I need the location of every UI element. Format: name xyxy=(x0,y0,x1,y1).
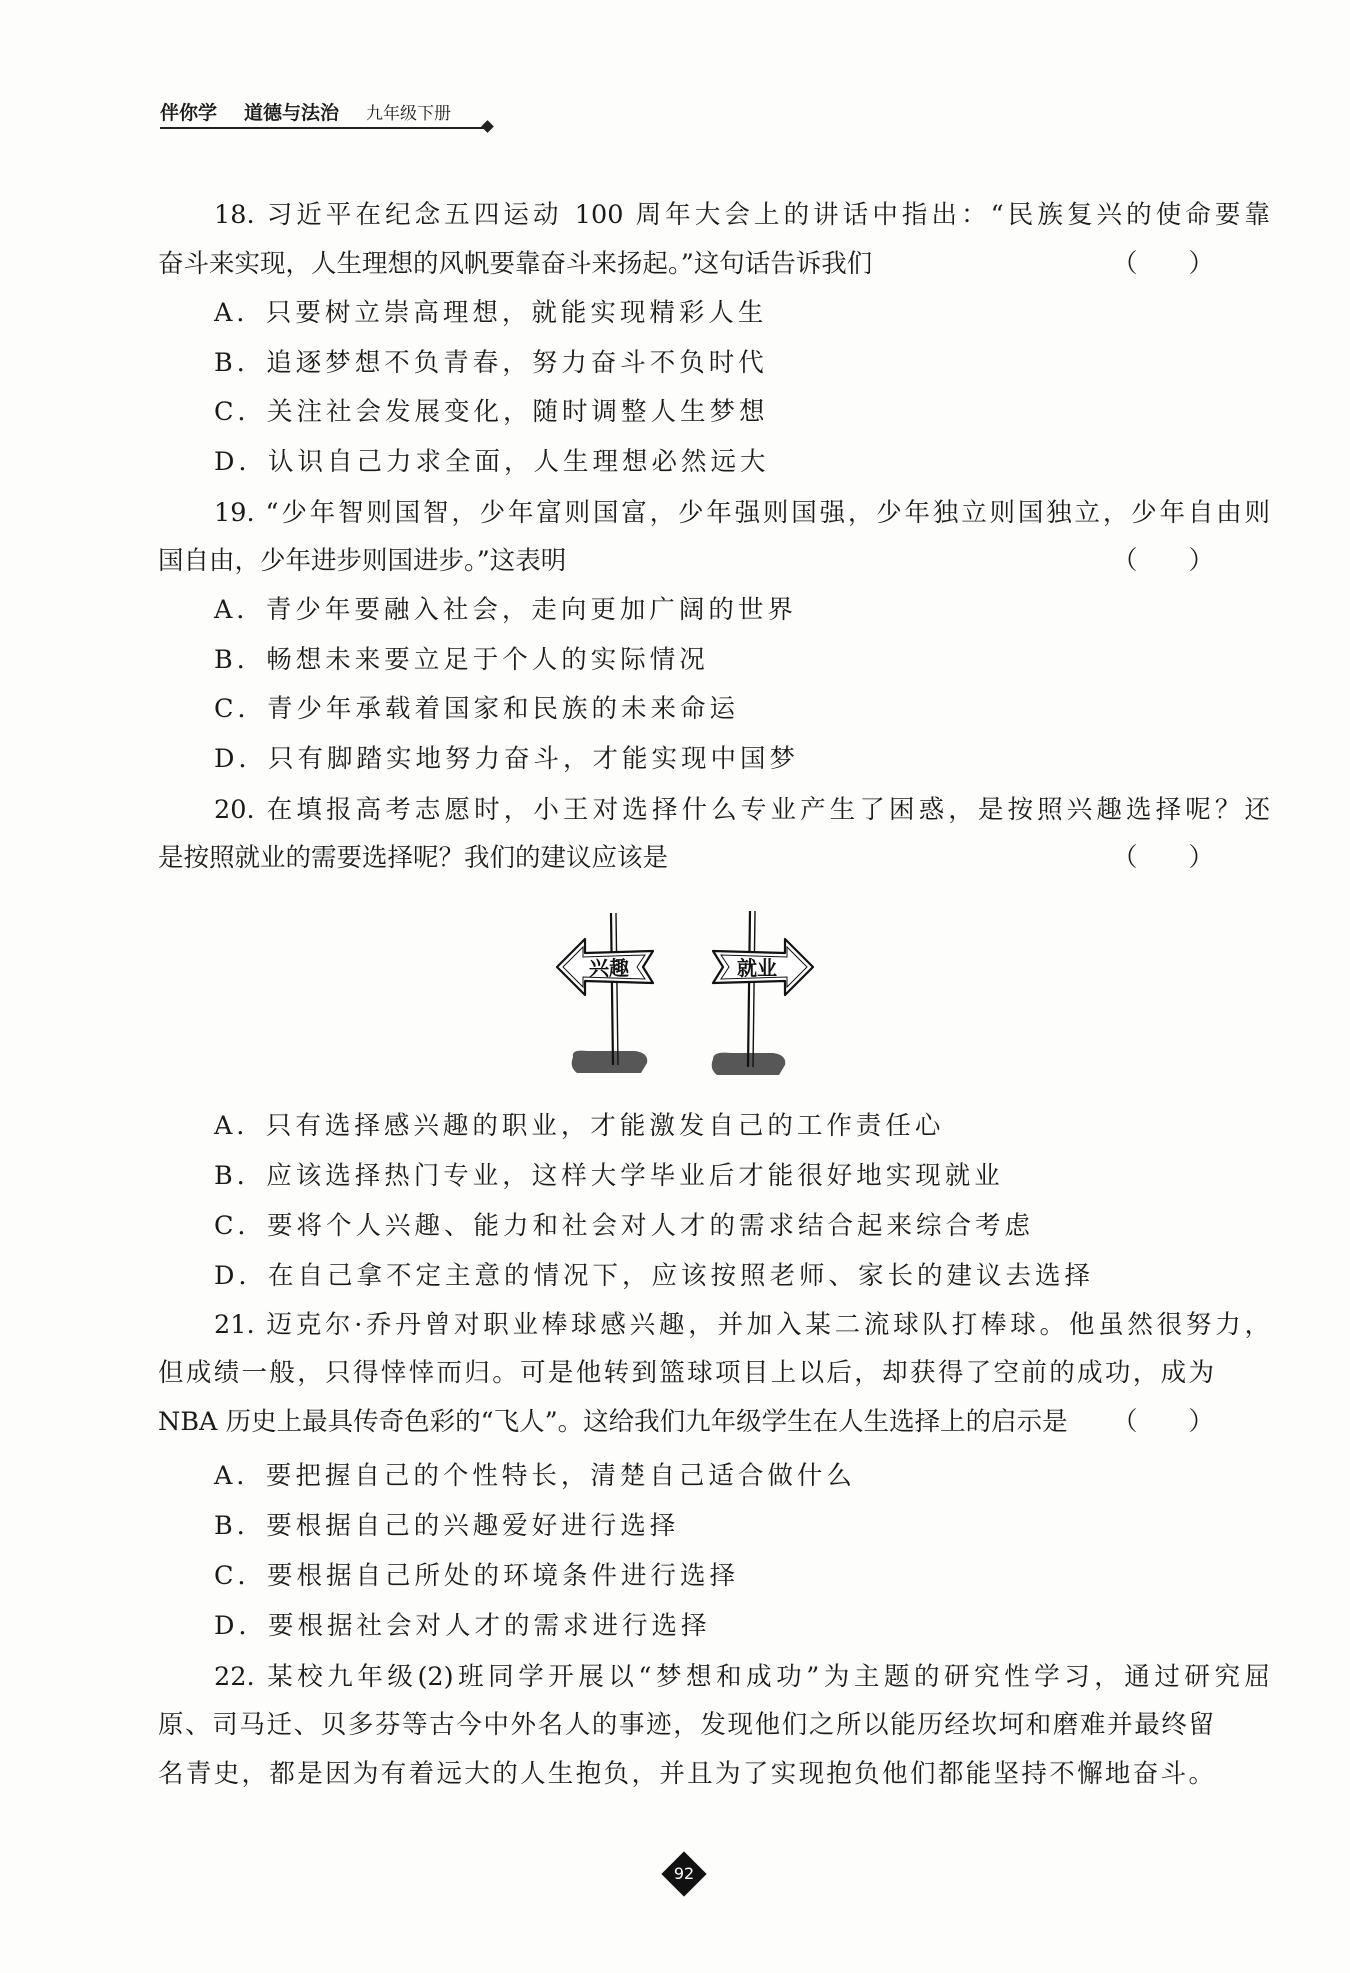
q18-answer-blank[interactable]: （ ） xyxy=(1111,249,1214,279)
right-post xyxy=(748,911,750,1067)
q20-stem-text: 是按照就业的需要选择呢？我们的建议应该是 xyxy=(158,843,669,873)
signpost-illustration xyxy=(535,905,835,1085)
q18-stem-line-1: 18. 习近平在纪念五四运动 100 周年大会上的讲话中指出：“民族复兴的使命要靠 xyxy=(214,200,1270,230)
q18-option-c: C．关注社会发展变化，随时调整人生梦想 xyxy=(214,397,769,427)
q20-option-d: D．在自己拿不定主意的情况下，应该按照老师、家长的建议去选择 xyxy=(214,1261,1094,1291)
q20-stem-line-1: 20. 在填报高考志愿时，小王对选择什么专业产生了困惑，是按照兴趣选择呢？还 xyxy=(214,795,1270,825)
header-diamond-icon xyxy=(481,120,494,133)
q20-option-c: C．要将个人兴趣、能力和社会对人才的需求结合起来综合考虑 xyxy=(214,1211,1035,1241)
q22-stem-line-1: 22. 某校九年级(2)班同学开展以“梦想和成功”为主题的研究性学习，通过研究屈 xyxy=(214,1662,1270,1692)
q22-stem-line-3: 名青史，都是因为有着远大的人生抱负，并且为了实现抱负他们都能坚持不懈地奋斗。 xyxy=(158,1759,1214,1789)
q21-stem-line-2: 但成绩一般，只得悻悻而归。可是他转到篮球项目上以后，却获得了空前的成功，成为 xyxy=(158,1358,1214,1388)
book-brand: 伴你学 xyxy=(160,102,218,124)
q19-option-b: B．畅想未来要立足于个人的实际情况 xyxy=(214,645,709,675)
q19-answer-blank[interactable]: （ ） xyxy=(1111,546,1214,576)
q21-option-c: C．要根据自己所处的环境条件进行选择 xyxy=(214,1561,740,1591)
q18-stem-line-2 xyxy=(158,244,1214,284)
q21-stem-line-3 xyxy=(158,1402,1214,1442)
q19-stem-text: 国自由，少年进步则国进步。”这表明 xyxy=(158,546,567,576)
q19-stem-line-1: 19. “少年智则国智，少年富则国富，少年强则国强，少年独立则国独立，少年自由则 xyxy=(214,498,1270,528)
q18-option-b: B．追逐梦想不负青春，努力奋斗不负时代 xyxy=(214,348,768,378)
header-rule xyxy=(160,127,486,129)
q21-stem-text: NBA 历史上最具传奇色彩的“飞人”。这给我们九年级学生在人生选择上的启示是 xyxy=(158,1407,1068,1437)
left-ground-shadow xyxy=(572,1051,648,1073)
left-sign-label: 兴趣 xyxy=(589,956,629,980)
q18-stem-text: 奋斗来实现，人生理想的风帆要靠奋斗来扬起。”这句话告诉我们 xyxy=(158,249,873,279)
q20-option-b: B．应该选择热门专业，这样大学毕业后才能很好地实现就业 xyxy=(214,1161,1004,1191)
page-number: 92 xyxy=(673,1864,695,1883)
q20-answer-blank[interactable]: （ ） xyxy=(1111,843,1214,873)
subject-title: 道德与法治 xyxy=(244,102,340,124)
q19-option-a: A．青少年要融入社会，走向更加广阔的世界 xyxy=(214,595,797,625)
left-post xyxy=(611,913,613,1065)
q20-stem-line-2 xyxy=(158,838,1214,878)
grade-label: 九年级下册 xyxy=(366,104,451,124)
q19-stem-line-2 xyxy=(158,541,1214,581)
q18-option-a: A．只要树立崇高理想，就能实现精彩人生 xyxy=(214,298,768,328)
q21-option-b: B．要根据自己的兴趣爱好进行选择 xyxy=(214,1511,680,1541)
q18-option-d: D．认识自己力求全面，人生理想必然远大 xyxy=(214,447,770,477)
q21-answer-blank[interactable]: （ ） xyxy=(1111,1407,1214,1437)
q19-option-c: C．青少年承载着国家和民族的未来命运 xyxy=(214,694,740,724)
q19-option-d: D．只有脚踏实地努力奋斗，才能实现中国梦 xyxy=(214,744,799,774)
running-header xyxy=(160,98,490,138)
q21-option-a: A．要把握自己的个性特长，清楚自己适合做什么 xyxy=(214,1461,856,1491)
right-sign-label: 就业 xyxy=(737,956,777,980)
q21-stem-line-1: 21. 迈克尔·乔丹曾对职业棒球感兴趣，并加入某二流球队打棒球。他虽然很努力， xyxy=(214,1310,1270,1340)
q21-option-d: D．要根据社会对人才的需求进行选择 xyxy=(214,1611,711,1641)
q22-stem-line-2: 原、司马迁、贝多芬等古今中外名人的事迹，发现他们之所以能历经坎坷和磨难并最终留 xyxy=(158,1710,1214,1740)
q20-option-a: A．只有选择感兴趣的职业，才能激发自己的工作责任心 xyxy=(214,1111,945,1141)
page-number-badge xyxy=(662,1852,706,1896)
